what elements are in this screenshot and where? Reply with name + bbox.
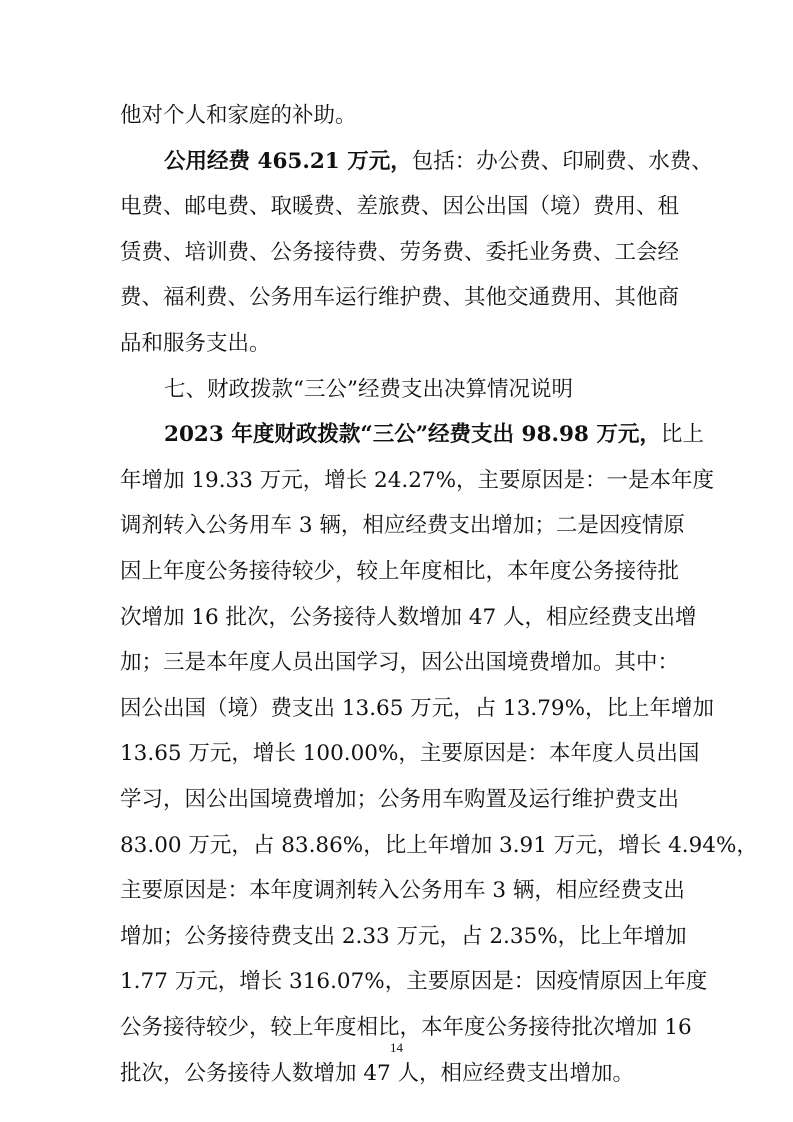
text-line-2: 公用经费 465.21 万元，包括：办公费、印刷费、水费、	[164, 148, 713, 174]
three-public-heading: 2023 年度财政拨款“三公”经费支出 98.98 万元，	[164, 422, 661, 448]
text-line-22: 批次，公务接待人数增加 47 人，相应经费支出增加。	[120, 1060, 635, 1086]
text-line-1: 他对个人和家庭的补助。	[120, 103, 357, 128]
text-line-5: 费、福利费、公务用车运行维护费、其他交通费用、其他商	[120, 285, 680, 311]
text-line-14: 因公出国（境）费支出 13.65 万元，占 13.79%，比上年增加	[120, 695, 715, 721]
page-number: 14	[390, 1040, 403, 1055]
text-line-8: 2023 年度财政拨款“三公”经费支出 98.98 万元，比上	[164, 422, 704, 448]
text-line-10: 调剂转入公务用车 3 辆，相应经费支出增加；二是因疫情原	[120, 513, 685, 539]
text-line-12: 次增加 16 批次，公务接待人数增加 47 人，相应经费支出增	[120, 604, 697, 630]
text-line-6: 品和服务支出。	[120, 331, 271, 356]
public-funds-heading: 公用经费 465.21 万元，	[164, 148, 412, 174]
text-line-13: 加；三是本年度人员出国学习，因公出国境费增加。其中：	[120, 650, 680, 676]
text-line-11: 因上年度公务接待较少，较上年度相比，本年度公务接待批	[120, 559, 680, 584]
text-line-16: 学习，因公出国境费增加；公务用车购置及运行维护费支出	[120, 787, 680, 812]
text-line-3: 电费、邮电费、取暖费、差旅费、因公出国（境）费用、租	[120, 194, 680, 220]
section-heading: 七、财政拨款“三公”经费支出决算情况说明	[164, 376, 573, 402]
text-line-4: 赁费、培训费、公务接待费、劳务费、委托业务费、工会经	[120, 239, 680, 265]
text-line-21: 公务接待较少，较上年度相比，本年度公务接待批次增加 16	[120, 1015, 692, 1040]
text-line-17: 83.00 万元，占 83.86%，比上年增加 3.91 万元，增长 4.94%，	[120, 832, 758, 858]
text-line-15: 13.65 万元，增长 100.00%，主要原因是：本年度人员出国	[120, 741, 700, 767]
text-line-18: 主要原因是：本年度调剂转入公务用车 3 辆，相应经费支出	[120, 878, 685, 904]
text-line-19: 增加；公务接待费支出 2.33 万元，占 2.35%，比上年增加	[120, 923, 687, 949]
text-line-20: 1.77 万元，增长 316.07%，主要原因是：因疫情原因上年度	[120, 969, 708, 995]
text-line-9: 年增加 19.33 万元，增长 24.27%，主要原因是：一是本年度	[120, 467, 715, 493]
